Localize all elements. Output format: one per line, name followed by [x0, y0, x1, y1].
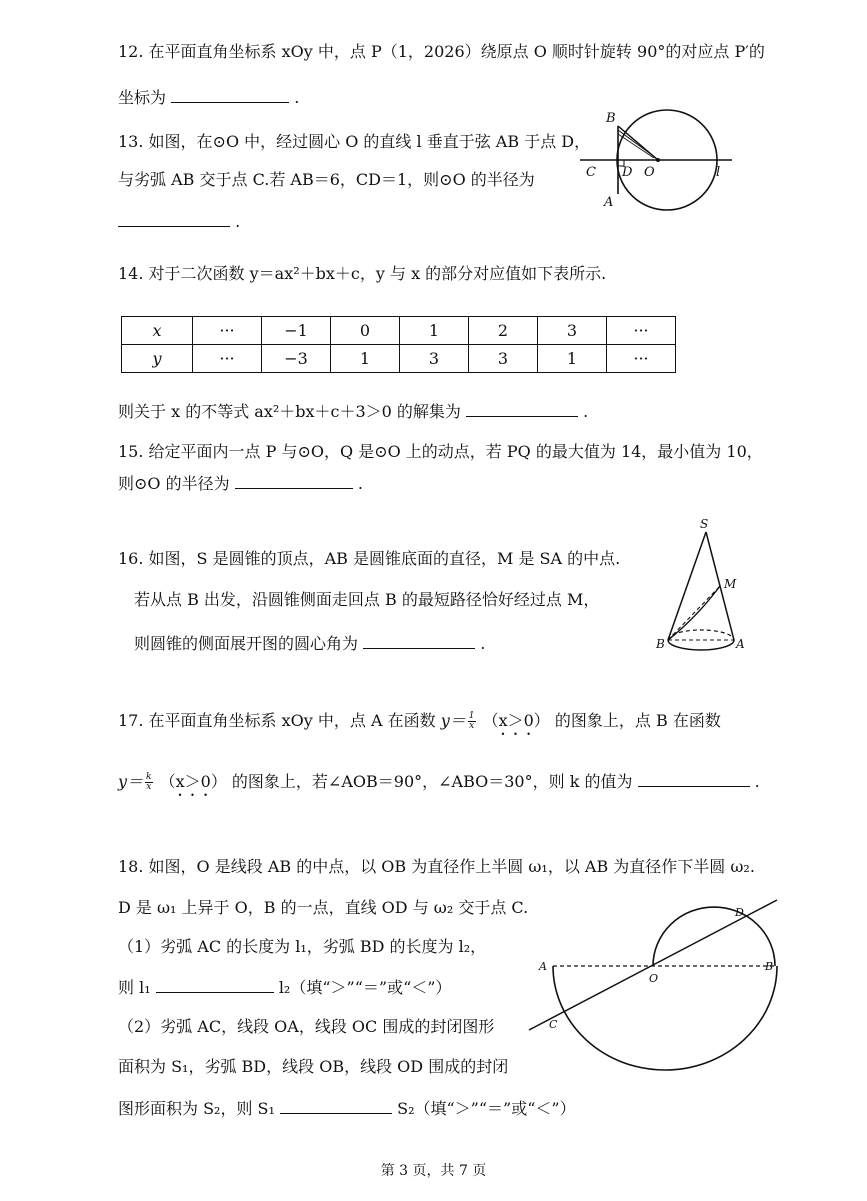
- q17-func1-y: y＝: [440, 711, 466, 730]
- q13-line1: 13. 如图，在⊙O 中，经过圆心 O 的直线 l 垂直于弦 AB 于点 D，: [118, 132, 591, 151]
- q17-frac1-num: 1: [468, 711, 475, 721]
- table-row-x: [122, 317, 676, 345]
- q16-answer-blank[interactable]: [363, 632, 475, 649]
- q17-condition-2: （x＞0）: [159, 772, 227, 791]
- q15-answer-blank[interactable]: [235, 472, 353, 489]
- q18-answer-blank-2[interactable]: [280, 1097, 392, 1114]
- q14-answer-blank[interactable]: [466, 400, 578, 417]
- q16-label-b: B: [656, 637, 665, 651]
- table-cell: ···: [607, 317, 676, 345]
- q14-value-table: [121, 316, 676, 373]
- q16-label-a: A: [736, 637, 745, 651]
- q15-period: .: [357, 474, 363, 493]
- q13-period: .: [235, 212, 241, 231]
- q18-line4: [118, 976, 451, 998]
- table-cell: 3: [400, 345, 469, 373]
- page-footer: 第 3 页，共 7 页: [380, 1163, 487, 1179]
- q17-func2-y: y＝: [118, 772, 144, 791]
- q13-label-c: C: [586, 165, 596, 180]
- q14-line1: 14. 对于二次函数 y＝ax²＋bx＋c，y 与 x 的部分对应值如下表所示.: [118, 264, 607, 283]
- q17-frac2-num: k: [146, 772, 152, 782]
- table-cell: 3: [538, 317, 607, 345]
- q18-hint-2: S₂（填“＞”“＝”或“＜”）: [397, 1099, 576, 1118]
- q18-label-a: A: [539, 960, 547, 973]
- q16-cone-diagram: [650, 518, 750, 658]
- table-cell: −1: [262, 317, 331, 345]
- q17-answer-blank[interactable]: [638, 770, 750, 787]
- q18-label-c: C: [549, 1018, 558, 1031]
- q13-label-d: D: [622, 165, 633, 180]
- q17-line2: [118, 770, 760, 800]
- q17-prompt-1: 17. 在平面直角坐标系 xOy 中，点 A 在函数: [118, 711, 436, 730]
- q17-period: .: [754, 772, 760, 791]
- q13-label-a: A: [604, 195, 614, 210]
- q16-label-m: M: [724, 577, 737, 591]
- q18-hint-1: l₂（填“＞”“＝”或“＜”）: [278, 978, 452, 997]
- q17-fraction-1: [468, 712, 476, 731]
- q16-line3: [134, 632, 485, 654]
- table-cell: 1: [400, 317, 469, 345]
- q18-line6: 面积为 S₁，劣弧 BD，线段 OB，线段 OD 围成的封闭: [118, 1057, 509, 1076]
- table-cell: 2: [469, 317, 538, 345]
- q16-line2: 若从点 B 出发，沿圆锥侧面走回点 B 的最短路径恰好经过点 M，: [134, 590, 600, 609]
- q13-label-b: B: [606, 111, 616, 126]
- q13-line2: 与劣弧 AB 交于点 C.若 AB＝6，CD＝1，则⊙O 的半径为: [118, 170, 535, 189]
- table-cell: ···: [193, 345, 262, 373]
- table-cell: 3: [469, 345, 538, 373]
- q15-prompt: 则⊙O 的半径为: [118, 474, 230, 493]
- table-cell: ···: [193, 317, 262, 345]
- q17-prompt-3: 的图象上，若∠AOB＝90°，∠ABO＝30°，则 k 的值为: [231, 772, 633, 791]
- table-cell: 1: [331, 345, 400, 373]
- q18-semicircle-diagram: [525, 896, 785, 1076]
- q12-answer-blank[interactable]: [171, 86, 289, 103]
- q17-line1: [118, 711, 721, 739]
- q17-frac1-den: x: [469, 721, 475, 731]
- q18-line3: （1）劣弧 AC 的长度为 l₁，劣弧 BD 的长度为 l₂，: [118, 937, 487, 956]
- q13-label-o: O: [644, 165, 655, 180]
- q18-prompt-1: 则 l₁: [118, 978, 151, 997]
- q18-answer-blank-1[interactable]: [156, 976, 274, 993]
- table-cell: y: [122, 345, 193, 373]
- q14-prompt: 则关于 x 的不等式 ax²＋bx＋c＋3＞0 的解集为: [118, 402, 461, 421]
- q17-condition-1: （x＞0）: [482, 711, 550, 730]
- q13-answer-blank[interactable]: [118, 210, 230, 227]
- q16-period: .: [480, 634, 486, 653]
- q12-period: .: [294, 88, 300, 107]
- q13-label-l: l: [716, 165, 721, 180]
- q18-label-o: O: [649, 972, 659, 985]
- q18-prompt-2: 图形面积为 S₂，则 S₁: [118, 1099, 275, 1118]
- q18-line5: （2）劣弧 AC，线段 OA，线段 OC 围成的封闭图形: [118, 1017, 495, 1036]
- q18-line7: [118, 1097, 576, 1119]
- q18-label-d: D: [735, 906, 744, 919]
- table-cell: 1: [538, 345, 607, 373]
- table-row-y: [122, 345, 676, 373]
- table-cell: −3: [262, 345, 331, 373]
- table-cell: 0: [331, 317, 400, 345]
- q14-line2: [118, 400, 588, 422]
- q17-fraction-2: [145, 773, 152, 792]
- q16-line1: 16. 如图，S 是圆锥的顶点，AB 是圆锥底面的直径，M 是 SA 的中点.: [118, 549, 621, 568]
- q15-line1: 15. 给定平面内一点 P 与⊙O，Q 是⊙O 上的动点，若 PQ 的最大值为 14，最小值为 10，: [118, 442, 763, 461]
- q12-line1: 12. 在平面直角坐标系 xOy 中，点 P（1，2026）绕原点 O 顺时针旋转 90°的对应点 P′的: [118, 42, 765, 61]
- q17-prompt-2: 的图象上，点 B 在函数: [554, 711, 721, 730]
- table-cell: x: [122, 317, 193, 345]
- q16-prompt: 则圆锥的侧面展开图的圆心角为: [134, 634, 359, 653]
- q18-line1: 18. 如图，O 是线段 AB 的中点，以 OB 为直径作上半圆 ω₁，以 AB 为直径作下半圆 ω₂.: [118, 857, 755, 876]
- q13-line3: [118, 210, 240, 232]
- q15-line2: [118, 472, 363, 494]
- q16-label-s: S: [700, 518, 709, 531]
- q12-prompt: 坐标为: [118, 88, 167, 107]
- q13-circle-diagram: [580, 108, 740, 218]
- q18-line2: D 是 ω₁ 上异于 O，B 的一点，直线 OD 与 ω₂ 交于点 C.: [118, 898, 529, 917]
- q18-label-b: B: [765, 960, 774, 973]
- q14-period: .: [583, 402, 589, 421]
- table-cell: ···: [607, 345, 676, 373]
- q17-frac2-den: x: [146, 782, 152, 792]
- q12-line2: [118, 86, 299, 108]
